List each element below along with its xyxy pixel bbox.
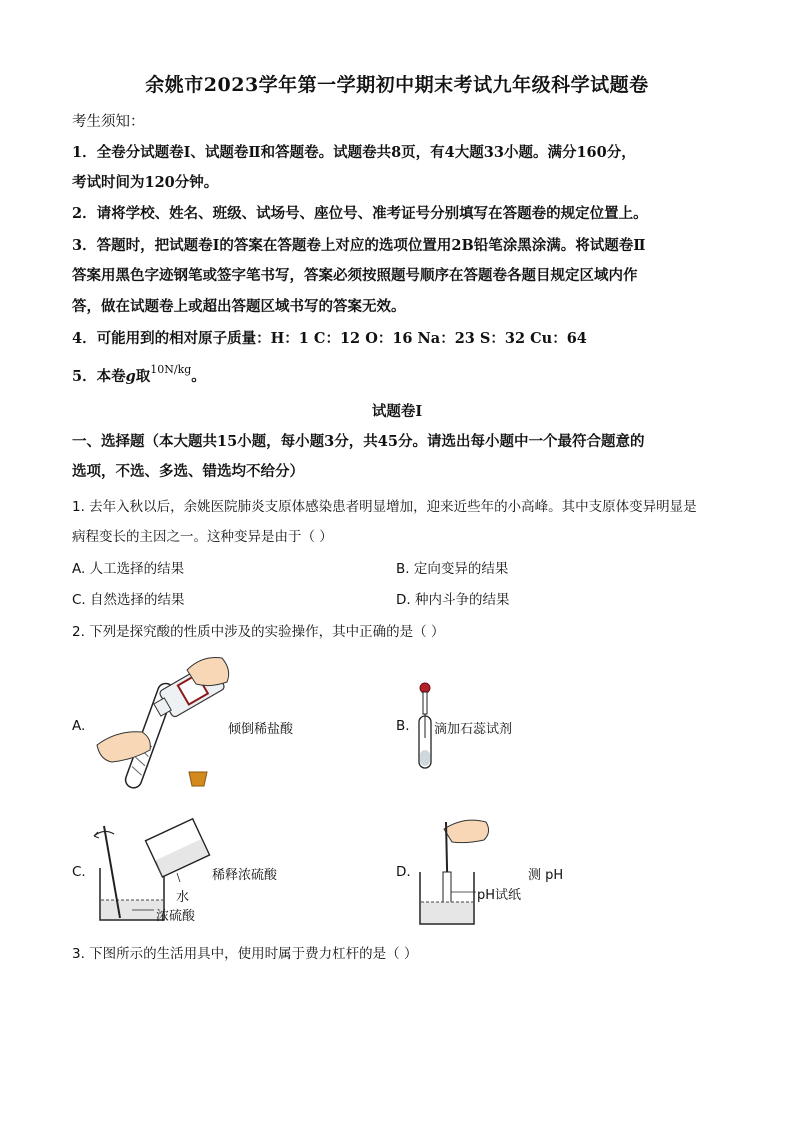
- q2-option-b-letter: B.: [396, 718, 410, 734]
- note-5: [72, 365, 206, 386]
- q3-stem: 3. 下图所示的生活用具中，使用时属于费力杠杆的是（ ）: [72, 946, 418, 962]
- note-2: 2．请将学校、姓名、班级、试场号、座位号、准考证号分别填写在答题卷的规定位置上。: [72, 205, 648, 222]
- note-4: 4．可能用到的相对原子质量：H：1 C：12 O：16 Na：23 S：32 Cu：64: [72, 330, 587, 347]
- paper-label: 试题卷Ⅰ: [371, 403, 423, 420]
- q2-option-c-caption: 稀释浓硫酸: [212, 868, 278, 883]
- section-heading-line-1: 一、选择题（本大题共15小题，每小题3分，共45分。请选出每小题中一个最符合题意的: [72, 433, 645, 450]
- note-5-end: 。: [191, 368, 206, 385]
- pouring-acid-illustration: [92, 650, 232, 800]
- q2-option-c-water-label: 水: [176, 890, 190, 905]
- q2-option-c-acid-label: 浓硫酸: [156, 909, 196, 924]
- note-1-line-1: 1．全卷分试题卷Ⅰ、试题卷Ⅱ和答题卷。试题卷共8页，有4大题33小题。满分160分，: [72, 144, 636, 161]
- q2-option-a-caption: 倾倒稀盐酸: [228, 722, 294, 737]
- q2-option-d-caption: 测 pH: [528, 868, 564, 883]
- q2-stem: 2. 下列是探究酸的性质中涉及的实验操作，其中正确的是（ ）: [72, 624, 445, 640]
- q2-option-d-letter: D.: [396, 864, 411, 880]
- section-heading-line-2: 选项，不选、多选、错选均不给分）: [72, 463, 304, 480]
- note-1-line-2: 考试时间为120分钟。: [72, 174, 219, 191]
- note-3-line-2: 答案用黑色字迹钢笔或签字笔书写，答案必须按照题号顺序在答题卷各题目规定区域内作: [72, 267, 638, 284]
- note-5-value: 10N/kg: [150, 363, 192, 377]
- q1-option-b: B. 定向变异的结果: [396, 561, 509, 577]
- q2-option-a-letter: A.: [72, 718, 86, 734]
- note-3-line-3: 答，做在试题卷上或超出答题区域书写的答案无效。: [72, 298, 406, 315]
- ph-test-illustration: [414, 814, 494, 930]
- q1-stem-line-1: 1. 去年入秋以后，余姚医院肺炎支原体感染患者明显增加，迎来近些年的小高峰。其中支原体变异明显是: [72, 499, 697, 515]
- note-5-g: g: [125, 368, 136, 385]
- note-5-take: 取: [135, 368, 151, 385]
- page-title: 余姚市2023学年第一学期初中期末考试九年级科学试题卷: [145, 74, 649, 96]
- note-3-line-1: 3．答题时，把试题卷Ⅰ的答案在答题卷上对应的选项位置用2B铅笔涂黑涂满。将试题卷Ⅱ: [72, 237, 646, 254]
- q1-option-d: D. 种内斗争的结果: [396, 592, 510, 608]
- notes-heading: 考生须知：: [72, 114, 145, 130]
- q1-option-a: A. 人工选择的结果: [72, 561, 185, 577]
- q2-option-d-strip-label: pH试纸: [477, 888, 522, 903]
- q2-option-c-letter: C.: [72, 864, 86, 880]
- q2-option-b-caption: 滴加石蕊试剂: [434, 722, 513, 737]
- note-5-prefix: 5．本卷: [72, 368, 126, 385]
- q1-option-c: C. 自然选择的结果: [72, 592, 185, 608]
- q1-stem-line-2: 病程变长的主因之一。这种变异是由于（ ）: [72, 529, 333, 545]
